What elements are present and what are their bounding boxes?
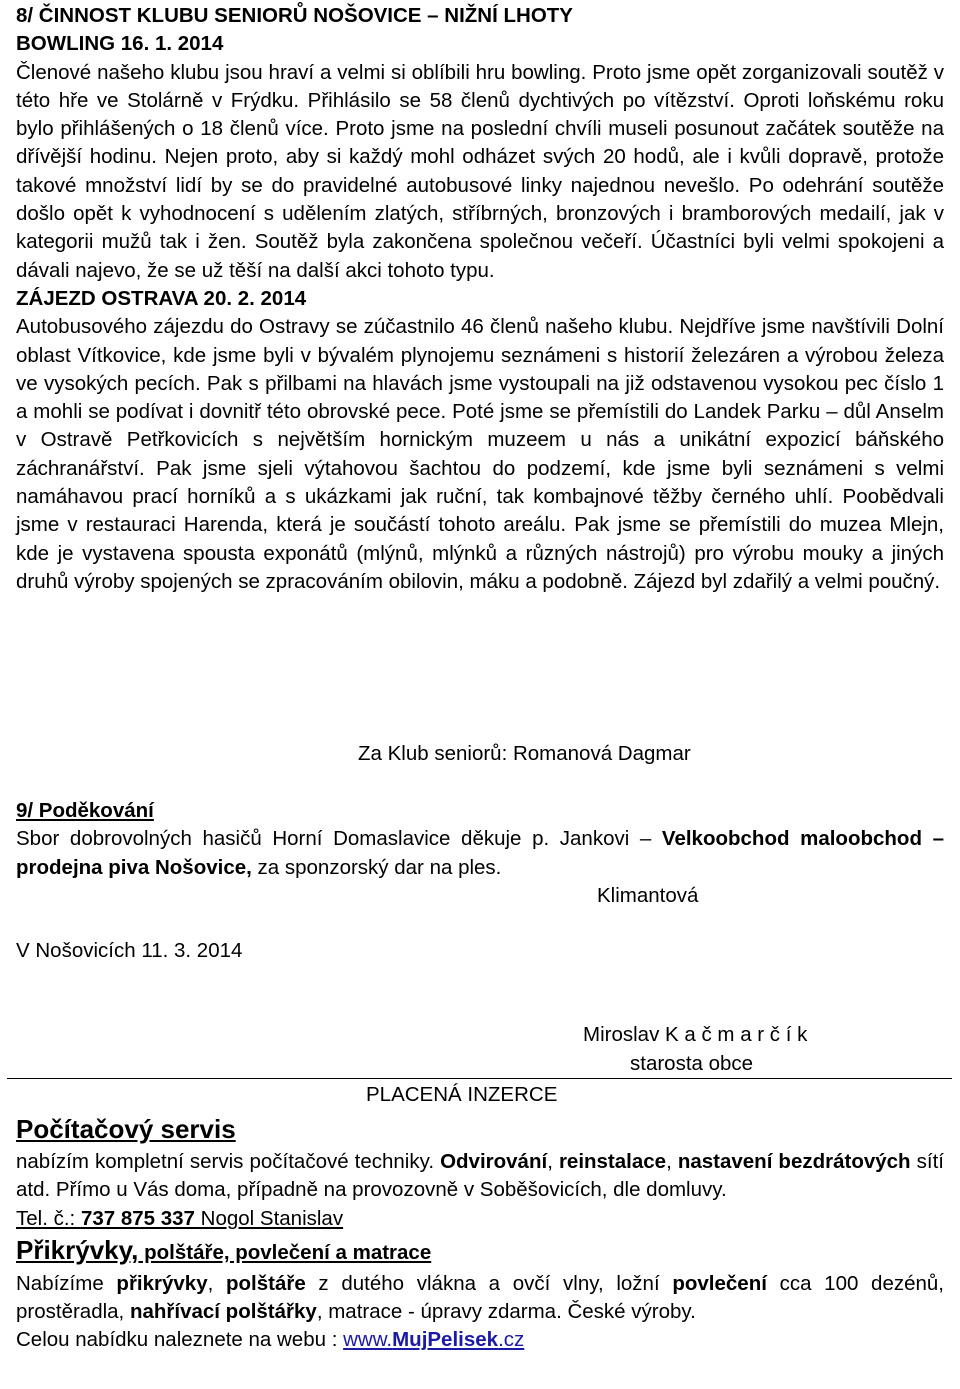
bowling-heading: BOWLING 16. 1. 2014 (16, 32, 224, 56)
web-label: Celou nabídku naleznete na webu : (16, 1328, 344, 1352)
section-9-heading: 9/ Poděkování (16, 799, 154, 822)
ad2-title-small: polštáře, povlečení a matrace (138, 1240, 432, 1264)
ad-web (16, 1326, 944, 1354)
sponsor-name: Velkoobchod maloobchod – prodejna piva Nošovice, (16, 827, 944, 879)
ad2-text-2: , (207, 1271, 226, 1295)
ad2-bold-1: přikrývky (116, 1271, 208, 1295)
thanks-text: Sbor dobrovolných hasičů Horní Domaslavice děkuje p. Jankovi – (16, 827, 662, 851)
document-date: V Nošovicích 11. 3. 2014 (16, 939, 243, 962)
ad1-bold-2: reinstalace (558, 1150, 667, 1173)
ad1-text-4: sítí atd. Přímo u Vás doma, případně na provozovně v Soběšovicích, dle domluvy. (16, 1150, 944, 1202)
web-link-name: MujPelisek (392, 1328, 499, 1352)
bowling-paragraph: Členové našeho klubu jsou hraví a velmi si oblíbili hru bowling. Proto jsme opět zorganizovali soutěž v této hře ve Stolárně v Frýdku. Přihlásilo se 58 členů dychtivých po vítězství. Oproti loňskému roku bylo přihlášených o 18 členů více. Proto jsme na poslední chvíli museli posunout začátek soutěže na dřívější hodinu. Nejen proto, aby si každý mohl odházet svých 20 hodů, ale i kvůli dopravě, protože takové množství lidí by se do pravidelné autobusové linky najednou nevešlo. Po odehrání soutěže došlo opět k vyhodnocení s udělením zlatých, stříbrných, bronzových i bramborových medailí, jak v kategorii mužů tak i žen. Soutěž byla zakončena společnou večeří. Účastníci byli velmi spokojeni a dávali najevo, že se už těší na další akci tohoto typu. (16, 60, 944, 282)
ad-bedding-title (16, 1233, 944, 1270)
trip-paragraph: Autobusového zájezdu do Ostravy se zúčastnilo 46 členů našeho klubu. Nejdříve jsme navštívili Dolní oblast Vítkovice, kde jsme byli v bývalém plynojemu seznámeni s historií železáren a výrobou železa ve vysokých pecích. Pak s přilbami na hlavách jsme vystoupali na již odstavenou vysokou pec číslo 1 a mohli se podívat i dovnitř této obrovské pece. Poté jsme se přemístili do Landek Parku – důl Anselm v Ostravě Petřkovicích s největším hornickým muzeem u nás a unikátní expozicí báňského záchranářství. Pak jsme sjeli výtahovou šachtou do podzemí, kde jsme byli seznámeni s velmi namáhavou prací horníků a s ukázkami jak ruční, tak kombajnové těžby černého uhlí. Poobědvali jsme v restauraci Harenda, která je součástí tohoto areálu. Pak jsme se přemístili do muzea Mlejn, kde je vystavena spousta exponátů (mlýnů, mlýnků a různých nástrojů) pro výrobu mouky a jiných druhů výroby spojených se zpracováním obilovin, máku a podobně. Zájezd byl zdařilý a velmi poučný. (16, 315, 944, 593)
club-signature: Za Klub seniorů: Romanová Dagmar (358, 742, 691, 765)
ad1-bold-3: nastavení bezdrátových (677, 1150, 911, 1173)
section-8 (16, 2, 944, 596)
ad1-text-3: , (666, 1150, 678, 1173)
phone-number: 737 875 337 (80, 1206, 195, 1230)
ads-section (16, 1110, 944, 1355)
ad2-text-1: Nabízíme (16, 1271, 117, 1295)
phone-owner: Nogol Stanislav (194, 1206, 344, 1230)
section-9-signature: Klimantová (597, 884, 699, 907)
ad2-bold-4: nahřívací polštářky (129, 1300, 317, 1324)
mayor-name: Miroslav K a č m a r č í k (583, 1023, 808, 1046)
mayor-title: starosta obce (630, 1052, 754, 1075)
ad2-text-3: z dutého vlákna a ovčí vlny, ložní (305, 1271, 673, 1295)
ad2-text-5: , matrace - úpravy zdarma. České výroby. (316, 1300, 696, 1324)
thanks-text-end: za sponzorský dar na ples. (251, 855, 502, 879)
ad1-text-1: nabízím kompletní servis počítačové techniky. (16, 1150, 441, 1173)
inzerce-heading: PLACENÁ INZERCE (366, 1083, 558, 1106)
phone-label: Tel. č.: (16, 1206, 81, 1230)
ad-phone (16, 1205, 944, 1233)
ad-bedding-text (16, 1270, 944, 1327)
ad2-text-4: cca 100 dezénů, prostěradla, (16, 1271, 945, 1324)
ad1-text-2: , (547, 1150, 559, 1173)
section-8-heading: 8/ ČINNOST KLUBU SENIORŮ NOŠOVICE – NIŽNÍ LHOTY (16, 4, 573, 27)
ad1-bold-1: Odvirování (440, 1150, 548, 1173)
ad-computer-service-title: Počítačový servis (16, 1114, 236, 1144)
ad2-title-big: Přikrývky, (16, 1234, 139, 1265)
trip-heading: ZÁJEZD OSTRAVA 20. 2. 2014 (16, 286, 307, 310)
ad-computer-service-text (16, 1148, 944, 1205)
section-9 (16, 797, 944, 882)
web-link-prefix: www. (343, 1328, 393, 1352)
web-link-suffix: .cz (498, 1328, 525, 1352)
web-link[interactable] (343, 1328, 524, 1351)
ad2-bold-3: povlečení (672, 1271, 767, 1295)
divider-line (7, 1078, 952, 1079)
ad2-bold-2: polštáře (226, 1271, 306, 1295)
section-9-paragraph (16, 825, 944, 882)
